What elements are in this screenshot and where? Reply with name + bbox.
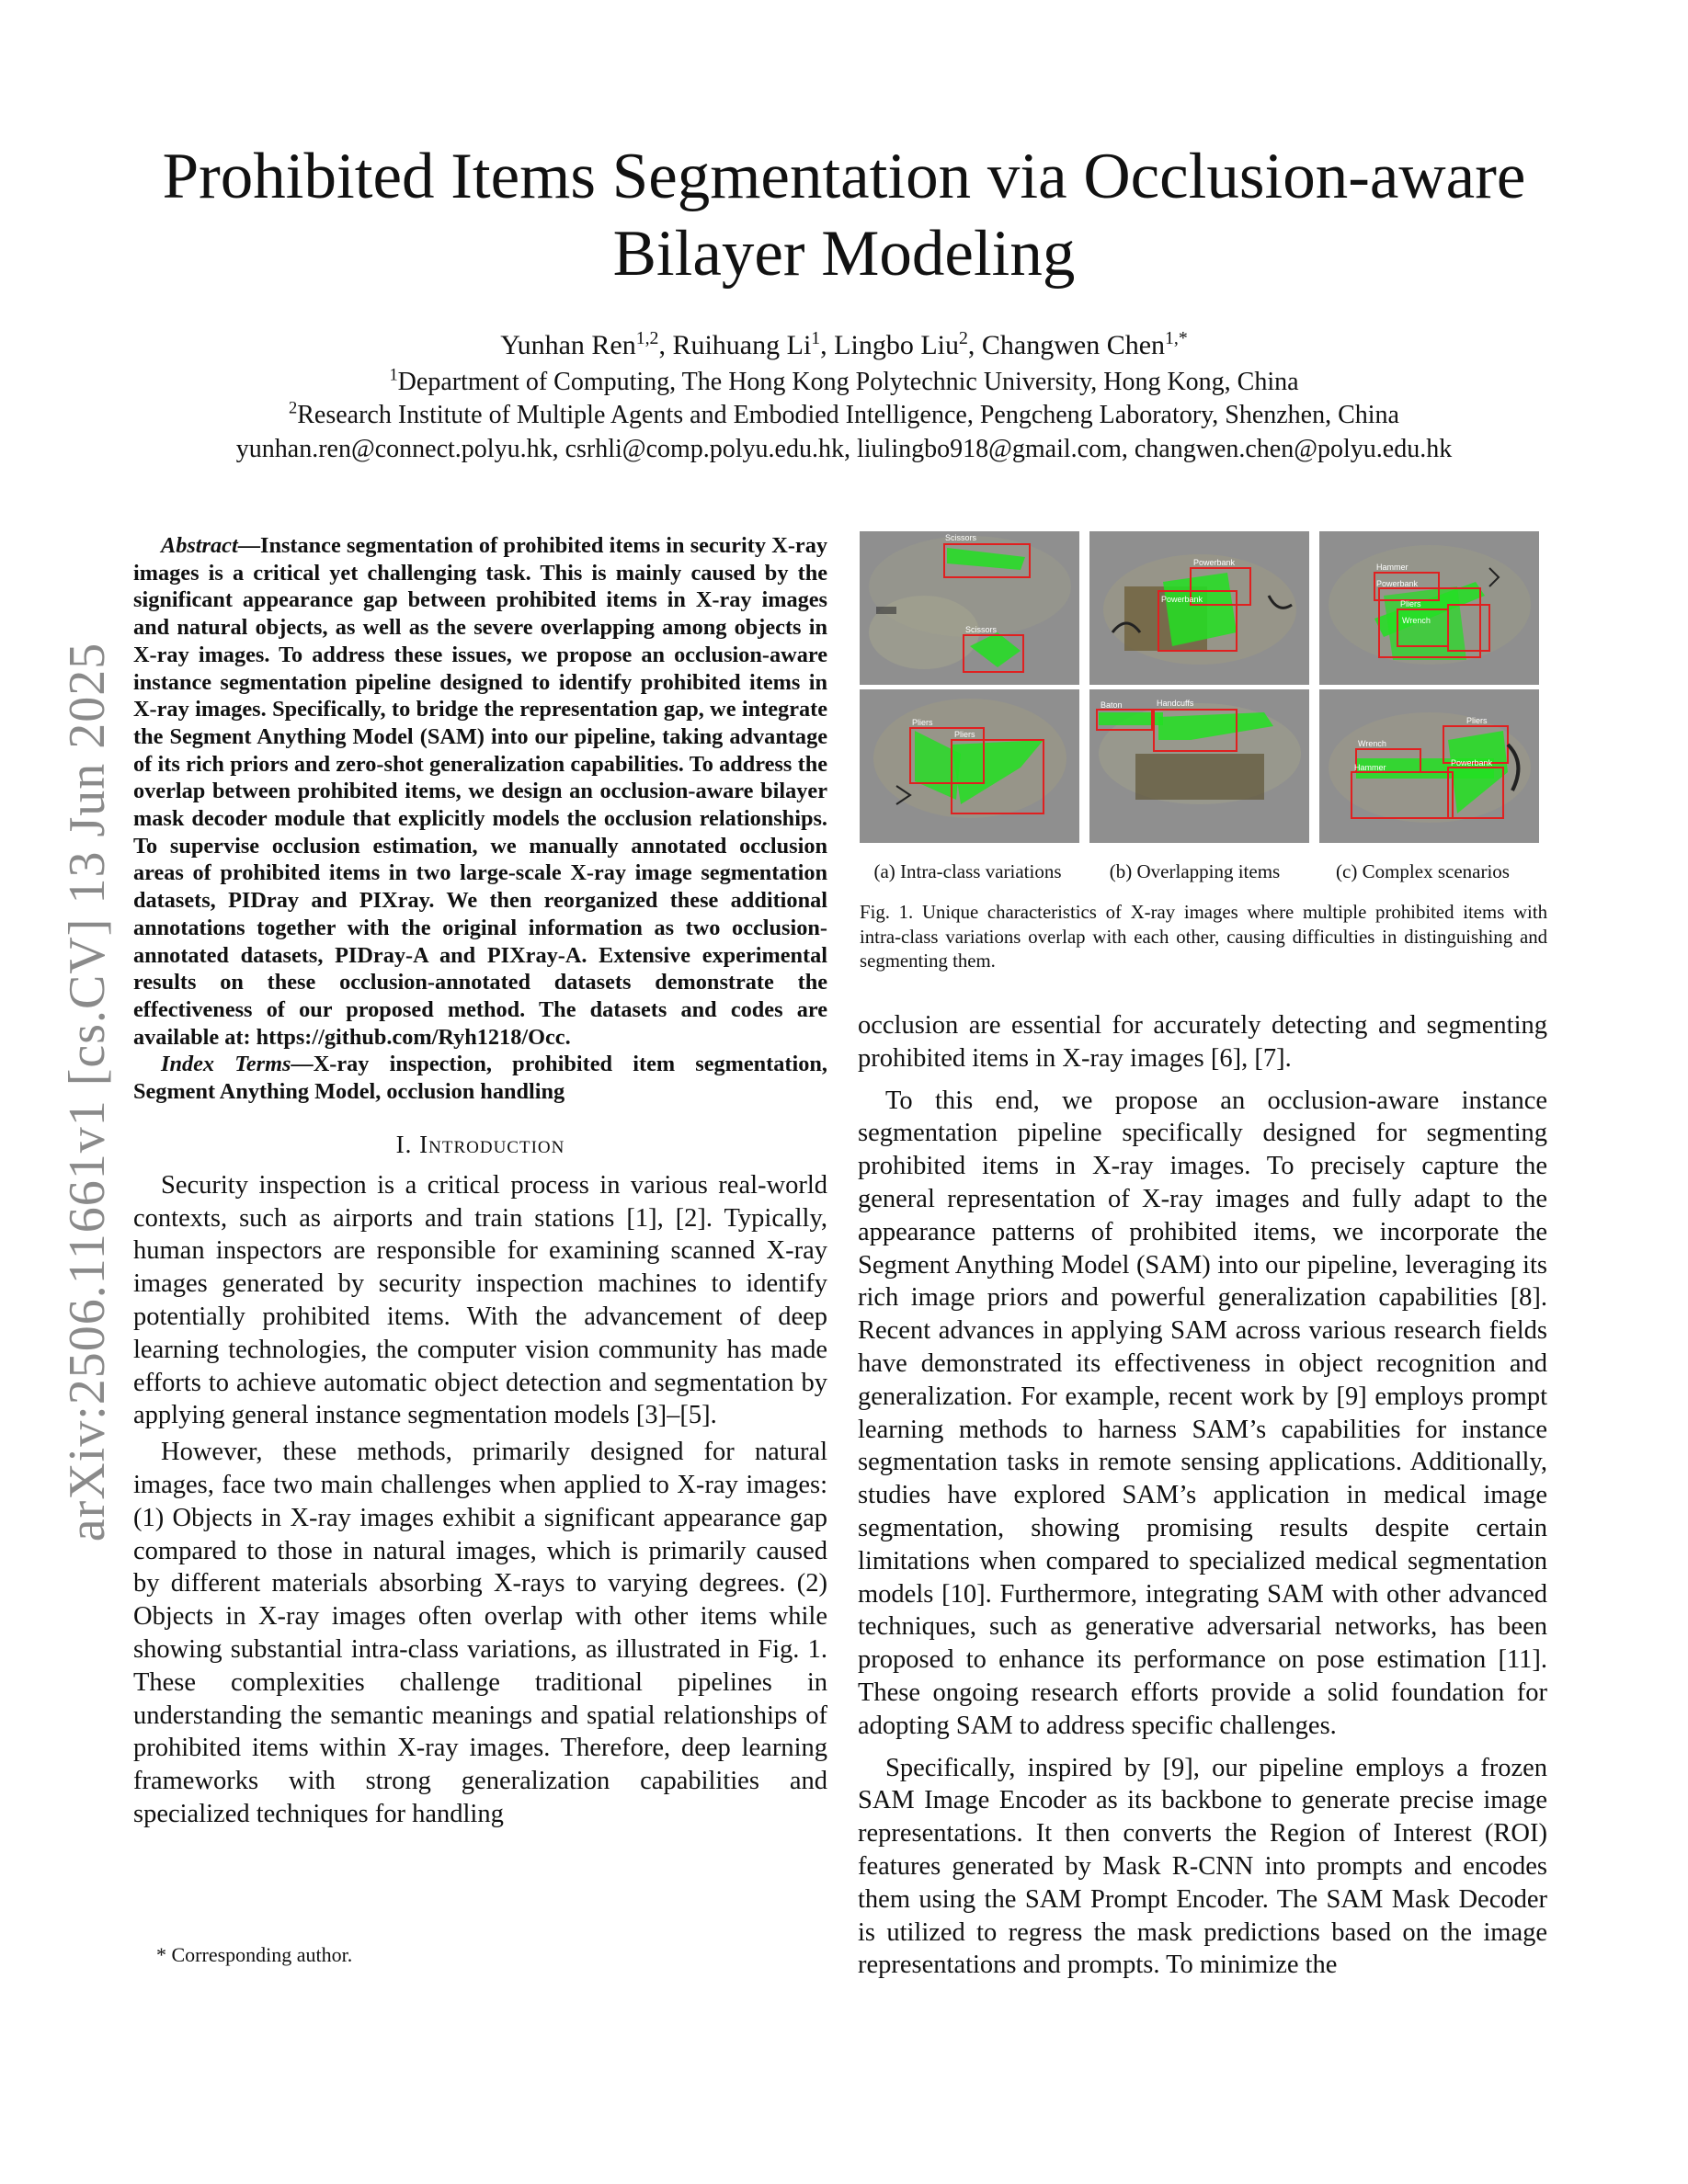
mask-label: Wrench bbox=[1358, 739, 1386, 748]
mask-label: Baton bbox=[1101, 700, 1123, 710]
xray-panel-c-top bbox=[1319, 531, 1539, 685]
author-name: Changwen Chen bbox=[981, 330, 1166, 360]
body-paragraph: However, these methods, primarily designed for natural images, face two main challenges when applied to X-ray images: (1) Objects in X-ray images exhibit a significant appearance gap compared to those in natural images, which is primarily caused by different materials absorbing X-rays to varying degrees. (2) Objects in X-ray images often overlap with other items while showing substantial intra-class variations, as illustrated in Fig. 1. These complexities challenge traditional pipelines in understanding the semantic meanings and spatial relationships of prohibited items within X-ray images. Therefore, deep learning frameworks with strong generalization capabilities and specialized techniques for handling bbox=[133, 1438, 827, 1828]
corresponding-author-footnote: * Corresponding author. bbox=[156, 1943, 353, 1966]
affiliation-text: Research Institute of Multiple Agents and Embodied Intelligence, Pengcheng Laboratory, Shenzhen, China bbox=[297, 401, 1399, 429]
index-terms bbox=[133, 1051, 827, 1105]
author-sup: 1 bbox=[811, 328, 821, 348]
mask-label: Scissors bbox=[965, 625, 998, 634]
right-column bbox=[858, 1009, 1547, 1991]
mask-label: Pliers bbox=[1466, 716, 1488, 725]
mask-label: Powerbank bbox=[1451, 758, 1493, 768]
mask-label: Powerbank bbox=[1161, 595, 1203, 604]
mask-label: Hammer bbox=[1354, 763, 1386, 772]
abstract-text: —Instance segmentation of prohibited items in security X-ray images is a critical yet challenging task. This is mainly caused by the significant appearance gap between prohibited items in X-ray images and natural objects, as well as the severe overlapping among objects in X-ray images. To address these issues, we propose an occlusion-aware instance segmentation pipeline designed to identify prohibited items in X-ray images. Specifically, to bridge the representation gap, we integrate the Segment Anything Model (SAM) into our pipeline, taking advantage of its rich priors and zero-shot generalization capabilities. To address the overlap between prohibited items, we design an occlusion-aware bilayer mask decoder module that explicitly models the occlusion relationships. To supervise occlusion estimation, we manually annotated occlusion areas of prohibited items in two large-scale X-ray image segmentation datasets, PIDray and PIXray. We then reorganized these additional annotations together with the original information as two occlusion-annotated datasets, PIDray-A and PIXray-A. Extensive experimental results on these occlusion-annotated datasets demonstrate the effectiveness of our proposed method. The datasets and codes are available at: https://github.com/Ryh1218/Occ. bbox=[133, 533, 827, 1050]
author-name: Yunhan Ren bbox=[500, 330, 636, 360]
mask-label: Hammer bbox=[1376, 563, 1409, 572]
author-name: Lingbo Liu bbox=[834, 330, 959, 360]
affiliation-text: Department of Computing, The Hong Kong Polytechnic University, Hong Kong, China bbox=[397, 368, 1299, 396]
xray-panel-a-bottom bbox=[860, 689, 1079, 843]
author-list: Yunhan Ren$^{1,2}$, Ruihuang Li$^1$, Lingbo Liu$^2$, Changwen Chen$^{1,*}$ bbox=[500, 328, 1188, 360]
mask-label: Handcuffs bbox=[1157, 699, 1194, 708]
mask-label: Powerbank bbox=[1376, 579, 1419, 588]
xray-panel-b-top bbox=[1089, 531, 1309, 685]
mask-label: Pliers bbox=[954, 730, 975, 739]
author-sup: 1,* bbox=[1165, 328, 1188, 348]
mask-label: Powerbank bbox=[1193, 558, 1236, 567]
arxiv-side-stamp: arXiv:2506.11661v1 [cs.CV] 13 Jun 2025 bbox=[59, 642, 116, 1542]
xray-image bbox=[1089, 689, 1309, 843]
body-paragraph: Specifically, inspired by [9], our pipeline employs a frozen SAM Image Encoder as its backbone to generate precise image representations. It then converts the Region of Interest (ROI) features generated by Mask R-CNN into prompts and encodes them using the SAM Prompt Encoder. The SAM Mask Decoder is utilized to regress the mask predictions based on the image representations and prompts. To minimize the bbox=[858, 1753, 1547, 1980]
xray-panel-a-top bbox=[860, 531, 1079, 685]
affiliation-sup: 2 bbox=[289, 398, 298, 417]
figure-caption: Fig. 1. Unique characteristics of X-ray images where multiple prohibited items with intra-class variations overlap with each other, causing difficulties in distinguishing and segmenting them. bbox=[860, 902, 1547, 972]
xray-panel-c-bottom bbox=[1319, 689, 1539, 843]
abstract-lead: Abstract bbox=[161, 533, 238, 558]
affiliation-sup: 1 bbox=[389, 365, 398, 384]
mask-label: Wrench bbox=[1402, 616, 1431, 625]
abstract bbox=[133, 532, 827, 1051]
xray-image bbox=[860, 531, 1079, 685]
sub-caption-a: (a) Intra-class variations bbox=[873, 860, 1062, 882]
xray-image bbox=[1089, 531, 1309, 685]
figure-1 bbox=[860, 531, 1548, 844]
affiliation-2 bbox=[129, 399, 1559, 432]
left-column bbox=[133, 532, 827, 1835]
body-paragraph: To this end, we propose an occlusion-aware instance segmentation pipeline specifically designed for segmenting prohibited items in X-ray images. To precisely capture the general representation of X-ray images and fully adapt to the appearance patterns of prohibited items, we incorporate the Segment Anything Model (SAM) into our pipeline, leveraging its rich image priors and powerful generalization capabilities [8]. Recent advances in applying SAM across various research fields have demonstrated its effectiveness in object recognition and generalization. For example, recent work by [9] employs prompt learning methods to harness SAM’s capabilities for instance segmentation tasks in remote sensing applications. Additionally, studies have explored SAM’s application in medical image segmentation, showing promising results despite certain limitations when compared to specialized medical segmentation models [10]. Furthermore, integrating SAM with other advanced techniques, such as generative adversarial networks, has been proposed to enhance its performance on pose estimation [11]. These ongoing research efforts provide a solid foundation for adopting SAM to address specific challenges. bbox=[858, 1086, 1547, 1740]
author-sup: 2 bbox=[959, 328, 968, 348]
index-terms-lead: Index Terms bbox=[161, 1052, 291, 1077]
mask-label: Pliers bbox=[912, 718, 933, 727]
xray-image bbox=[860, 689, 1079, 843]
author-sup: 1,2 bbox=[635, 328, 659, 348]
xray-image bbox=[1319, 689, 1539, 843]
sub-caption-c: (c) Complex scenarios bbox=[1336, 860, 1510, 882]
paper-title: Prohibited Items Segmentation via Occlusion-aware Bilayer Modeling bbox=[162, 141, 1526, 290]
body-paragraph: occlusion are essential for accurately detecting and segmenting prohibited items in X-ray images [6], [7]. bbox=[858, 1011, 1547, 1073]
author-name: Ruihuang Li bbox=[672, 330, 812, 360]
section-heading-introduction: I. Introduction bbox=[395, 1130, 565, 1158]
index-terms-text: —X-ray inspection, prohibited item segmentation, Segment Anything Model, occlusion handling bbox=[133, 1052, 827, 1105]
xray-image bbox=[1319, 531, 1539, 685]
mask-label: Scissors bbox=[945, 533, 977, 542]
body-paragraph: Security inspection is a critical process in various real-world contexts, such as airports and train stations [1], [2]. Typically, human inspectors are responsible for examining scanned X-ray images generated by security inspection machines to identify potentially prohibited items. With the advancement of deep learning technologies, the computer vision community has made efforts to achieve automatic object detection and segmentation by applying general instance segmentation models [3]–[5]. bbox=[133, 1170, 827, 1430]
xray-panel-b-bottom bbox=[1089, 689, 1309, 843]
mask-label: Pliers bbox=[1400, 599, 1421, 609]
sub-caption-b: (b) Overlapping items bbox=[1109, 860, 1281, 882]
affiliation-1 bbox=[129, 366, 1559, 399]
author-emails: yunhan.ren@connect.polyu.hk, csrhli@comp.polyu.edu.hk, liulingbo918@gmail.com, changwen.chen@polyu.edu.hk bbox=[235, 435, 1453, 463]
